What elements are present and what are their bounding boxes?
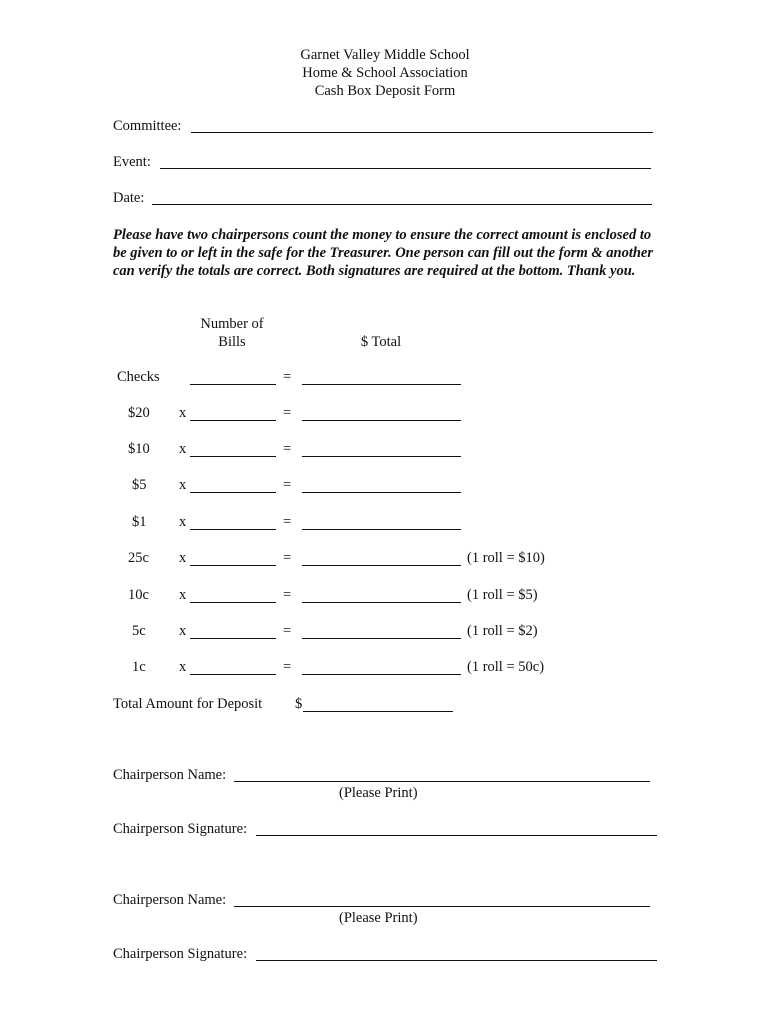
equals-sign: = <box>283 587 292 603</box>
instructions-text: Please have two chairpersons count the money to ensure the correct amount is enclosed to be given to or left in the safe for the Treasurer. One person can fill out the form & another can verify the totals are correct. Both signatures are required at the bottom. Thank you. <box>113 227 654 279</box>
times-sign: x <box>179 550 187 566</box>
please-print-hint-1: (Please Print) <box>339 785 418 801</box>
bills-count-field-20[interactable] <box>190 420 276 421</box>
total-field-5[interactable] <box>302 492 461 493</box>
row-label-checks: Checks <box>117 369 160 385</box>
row-label-1: $1 <box>132 514 147 530</box>
event-field[interactable] <box>160 168 651 169</box>
times-sign: x <box>179 514 187 530</box>
bills-count-field-25c[interactable] <box>190 565 276 566</box>
chairperson-name-label-2: Chairperson Name: <box>113 892 227 908</box>
times-sign: x <box>179 441 187 457</box>
equals-sign: = <box>283 550 292 566</box>
roll-note-1c: (1 roll = 50c) <box>467 659 545 675</box>
row-label-10c: 10c <box>128 587 149 603</box>
equals-sign: = <box>283 477 292 493</box>
committee-label: Committee: <box>113 118 182 134</box>
equals-sign: = <box>283 441 292 457</box>
total-field-20[interactable] <box>302 420 461 421</box>
chairperson-name-field-1[interactable] <box>234 781 650 782</box>
bills-count-field-1c[interactable] <box>190 674 276 675</box>
total-column-header: $ Total <box>360 334 402 350</box>
bills-count-field-10c[interactable] <box>190 602 276 603</box>
bills-header-line1: Number of <box>200 316 264 332</box>
times-sign: x <box>179 623 187 639</box>
row-label-25c: 25c <box>128 550 149 566</box>
total-field-25c[interactable] <box>302 565 461 566</box>
school-name: Garnet Valley Middle School <box>300 47 470 63</box>
bills-column-header <box>182 315 282 351</box>
form-title: Cash Box Deposit Form <box>314 83 456 99</box>
times-sign: x <box>179 405 187 421</box>
total-field-1[interactable] <box>302 529 461 530</box>
chairperson-signature-field-2[interactable] <box>256 960 657 961</box>
total-deposit-field[interactable] <box>303 711 453 712</box>
row-label-5: $5 <box>132 477 147 493</box>
bills-count-field-5c[interactable] <box>190 638 276 639</box>
equals-sign: = <box>283 659 292 675</box>
total-field-10c[interactable] <box>302 602 461 603</box>
chairperson-signature-label-2: Chairperson Signature: <box>113 946 248 962</box>
row-label-5c: 5c <box>132 623 146 639</box>
bills-count-field-10[interactable] <box>190 456 276 457</box>
chairperson-name-field-2[interactable] <box>234 906 650 907</box>
row-label-1c: 1c <box>132 659 146 675</box>
equals-sign: = <box>283 623 292 639</box>
chairperson-signature-label-1: Chairperson Signature: <box>113 821 248 837</box>
total-field-1c[interactable] <box>302 674 461 675</box>
chairperson-signature-field-1[interactable] <box>256 835 657 836</box>
committee-field[interactable] <box>191 132 653 133</box>
times-sign: x <box>179 659 187 675</box>
date-label: Date: <box>113 190 145 206</box>
times-sign: x <box>179 477 187 493</box>
row-label-10: $10 <box>128 441 150 457</box>
please-print-hint-2: (Please Print) <box>339 910 418 926</box>
total-currency-sign: $ <box>295 696 303 712</box>
form-header <box>0 46 770 100</box>
roll-note-5c: (1 roll = $2) <box>467 623 538 639</box>
chairperson-name-label-1: Chairperson Name: <box>113 767 227 783</box>
roll-note-25c: (1 roll = $10) <box>467 550 545 566</box>
total-field-5c[interactable] <box>302 638 461 639</box>
roll-note-10c: (1 roll = $5) <box>467 587 538 603</box>
bills-count-field-checks[interactable] <box>190 384 276 385</box>
row-label-20: $20 <box>128 405 150 421</box>
event-label: Event: <box>113 154 151 170</box>
total-field-checks[interactable] <box>302 384 461 385</box>
bills-count-field-5[interactable] <box>190 492 276 493</box>
equals-sign: = <box>283 514 292 530</box>
bills-header-line2: Bills <box>218 334 246 350</box>
bills-count-field-1[interactable] <box>190 529 276 530</box>
equals-sign: = <box>283 405 292 421</box>
association-name: Home & School Association <box>302 65 468 81</box>
equals-sign: = <box>283 369 292 385</box>
times-sign: x <box>179 587 187 603</box>
date-field[interactable] <box>152 204 652 205</box>
total-deposit-label: Total Amount for Deposit <box>113 696 263 712</box>
total-field-10[interactable] <box>302 456 461 457</box>
